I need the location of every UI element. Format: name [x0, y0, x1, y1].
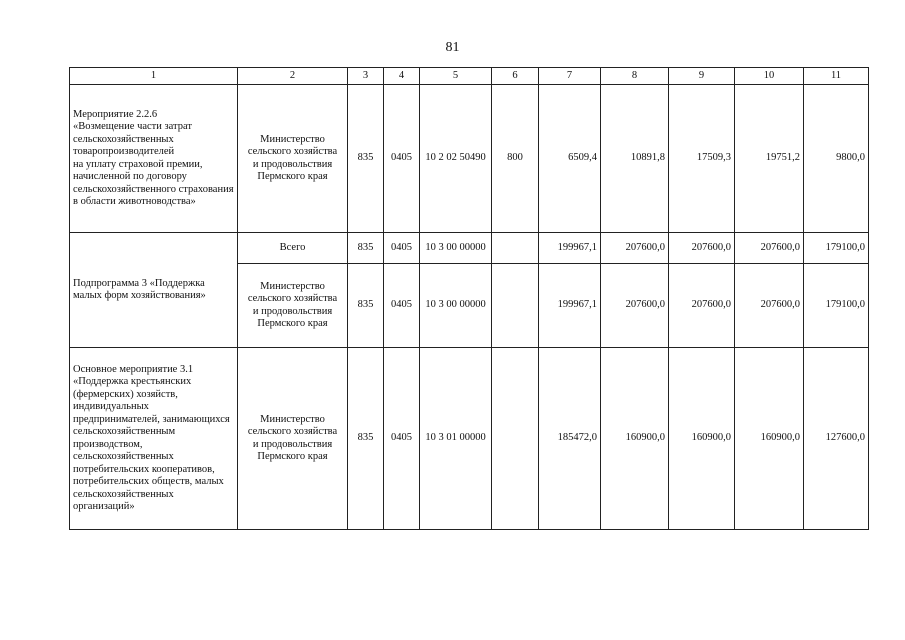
header-cell: 3 — [348, 68, 384, 85]
rzpr-cell: 0405 — [384, 85, 420, 233]
table-row — [70, 233, 869, 264]
vr-cell — [492, 264, 539, 348]
vr-cell — [492, 233, 539, 264]
header-cell: 7 — [539, 68, 601, 85]
amount-cell: 207600,0 — [669, 233, 735, 264]
amount-cell: 9800,0 — [804, 85, 869, 233]
header-cell: 5 — [420, 68, 492, 85]
amount-cell: 160900,0 — [735, 348, 804, 530]
executor-cell: Всего — [238, 233, 348, 264]
header-cell: 8 — [601, 68, 669, 85]
amount-cell: 185472,0 — [539, 348, 601, 530]
csr-cell: 10 3 00 00000 — [420, 233, 492, 264]
program-name-cell: Подпрограмма 3 «Поддержка малых форм хозяйствования» — [70, 233, 238, 348]
amount-cell: 207600,0 — [601, 264, 669, 348]
program-name-cell: Мероприятие 2.2.6 «Возмещение части затрат сельскохозяйственных товаропроизводителей на уплату страховой премии, начисленной по договору сельскохозяйственного страхования в области животноводства» — [70, 85, 238, 233]
amount-cell: 10891,8 — [601, 85, 669, 233]
grbs-cell: 835 — [348, 348, 384, 530]
rzpr-cell: 0405 — [384, 264, 420, 348]
page-number: 81 — [445, 40, 460, 55]
executor-cell: Министерство сельского хозяйства и продовольствия Пермского края — [238, 348, 348, 530]
amount-cell: 207600,0 — [669, 264, 735, 348]
grbs-cell: 835 — [348, 233, 384, 264]
header-cell: 10 — [735, 68, 804, 85]
amount-cell: 207600,0 — [601, 233, 669, 264]
budget-table — [69, 67, 869, 530]
rzpr-cell: 0405 — [384, 348, 420, 530]
amount-cell: 199967,1 — [539, 264, 601, 348]
amount-cell: 160900,0 — [601, 348, 669, 530]
amount-cell: 179100,0 — [804, 233, 869, 264]
header-row — [70, 68, 869, 85]
vr-cell: 800 — [492, 85, 539, 233]
table-row — [70, 85, 869, 233]
csr-cell: 10 3 00 00000 — [420, 264, 492, 348]
amount-cell: 207600,0 — [735, 233, 804, 264]
program-name-cell: Основное мероприятие 3.1 «Поддержка крестьянских (фермерских) хозяйств, индивидуальных предпринимателей, занимающихся сельскохозяйственным производством, сельскохозяйственных потребительских кооперативов, потребительских обществ, малых сельскохозяйственных организаций» — [70, 348, 238, 530]
executor-cell: Министерство сельского хозяйства и продовольствия Пермского края — [238, 85, 348, 233]
header-cell: 2 — [238, 68, 348, 85]
header-cell: 6 — [492, 68, 539, 85]
amount-cell: 207600,0 — [735, 264, 804, 348]
header-cell: 1 — [70, 68, 238, 85]
grbs-cell: 835 — [348, 264, 384, 348]
amount-cell: 127600,0 — [804, 348, 869, 530]
vr-cell — [492, 348, 539, 530]
header-cell: 9 — [669, 68, 735, 85]
amount-cell: 160900,0 — [669, 348, 735, 530]
csr-cell: 10 2 02 50490 — [420, 85, 492, 233]
header-cell: 11 — [804, 68, 869, 85]
executor-cell: Министерство сельского хозяйства и продовольствия Пермского края — [238, 264, 348, 348]
csr-cell: 10 3 01 00000 — [420, 348, 492, 530]
amount-cell: 6509,4 — [539, 85, 601, 233]
amount-cell: 199967,1 — [539, 233, 601, 264]
amount-cell: 19751,2 — [735, 85, 804, 233]
amount-cell: 17509,3 — [669, 85, 735, 233]
grbs-cell: 835 — [348, 85, 384, 233]
rzpr-cell: 0405 — [384, 233, 420, 264]
header-cell: 4 — [384, 68, 420, 85]
amount-cell: 179100,0 — [804, 264, 869, 348]
table-row — [70, 348, 869, 530]
